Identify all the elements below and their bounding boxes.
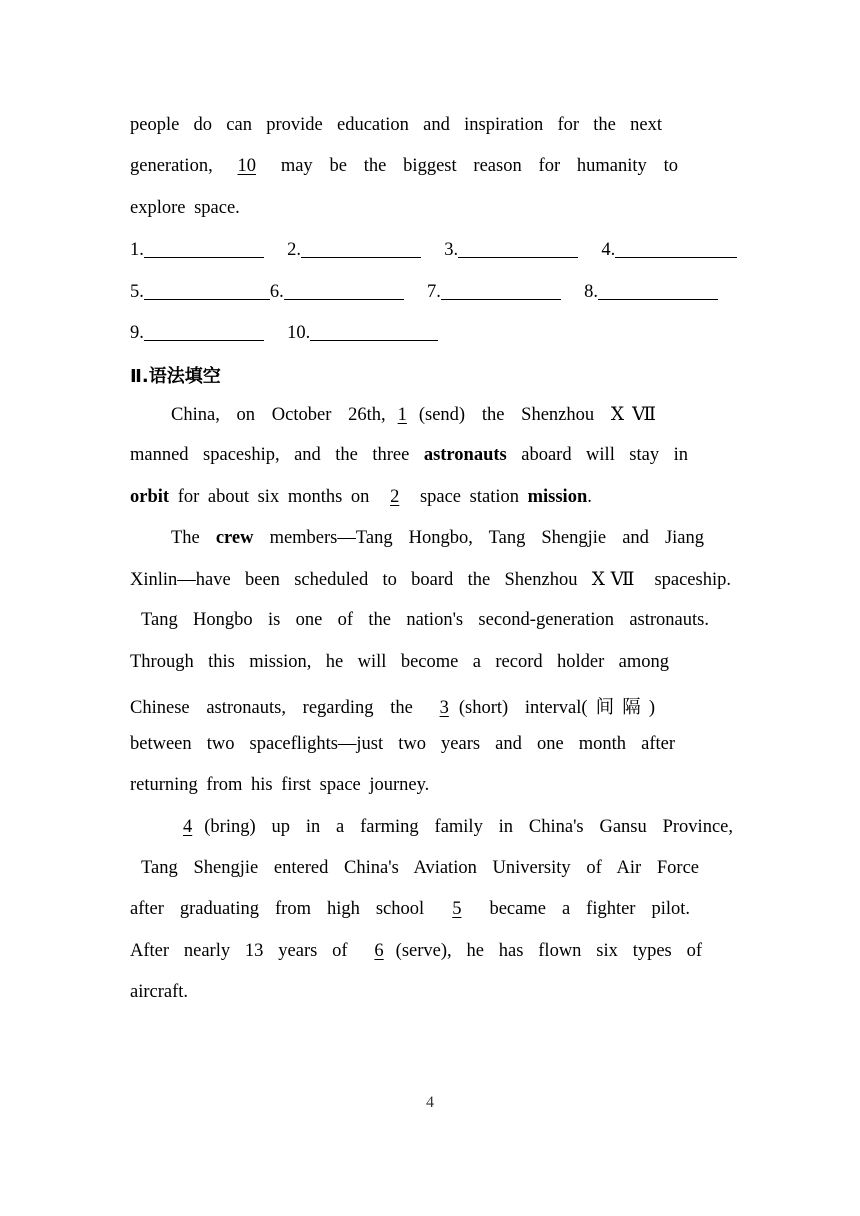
blank-6[interactable]: 6 [374, 941, 384, 961]
blank-4[interactable]: 4 [183, 817, 193, 837]
p1-line-2 [130, 445, 688, 466]
p1-text-a: China, on October 26th, [171, 405, 386, 425]
p2-c: members—Tang Hongbo, Tang Shengjie and Jiang [269, 528, 705, 548]
p2-line-6: between two spaceflights—just two years and one month after [130, 734, 675, 754]
intro-line-2-pre: generation, [130, 156, 213, 176]
answer-label-3: 3. [444, 240, 459, 260]
p3-l4b: (serve), he has flown six types of [395, 941, 703, 961]
answer-label-10: 10. [287, 323, 311, 343]
p1-text-c: (send) the Shenzhou [418, 405, 595, 425]
p2-a: The [171, 528, 200, 548]
answer-blank-9[interactable] [144, 322, 264, 341]
intro-line-2-post: may be the biggest reason for humanity to [280, 156, 678, 176]
answer-row-2 [130, 281, 718, 303]
answer-row-3 [130, 322, 438, 344]
answer-label-5: 5. [130, 282, 144, 302]
p2-l5b: (short) interval(间隔) [458, 698, 655, 718]
p1-l3b: for about six months on [177, 487, 370, 507]
blank-3[interactable]: 3 [439, 698, 449, 718]
p3-line-5: aircraft. [130, 982, 189, 1002]
section-title: Ⅱ.语法填空 [130, 366, 221, 387]
blank-2[interactable]: 2 [390, 487, 400, 507]
answer-label-4: 4. [601, 240, 616, 260]
intro-line-2 [130, 156, 678, 177]
blank-10[interactable]: 10 [237, 156, 257, 176]
p1-line-1 [171, 404, 656, 426]
p3-l1: (bring) up in a farming family in China's Gansu Province, [204, 817, 733, 837]
answer-blank-7[interactable] [441, 281, 561, 300]
blank-5[interactable]: 5 [452, 899, 462, 919]
answer-blank-5[interactable] [144, 281, 270, 300]
p2-l2: Xinlin—have been scheduled to board the Shenzhou [130, 570, 578, 590]
answer-label-6: 6. [269, 282, 284, 302]
p2-line-2 [130, 569, 731, 591]
p3-line-3 [130, 899, 690, 920]
p1-line-3 [130, 487, 592, 508]
p2-l5a: Chinese astronauts, regarding the [130, 698, 413, 718]
word-orbit: orbit [130, 487, 170, 507]
p3-l3a: after graduating from high school [130, 899, 425, 919]
answer-blank-1[interactable] [144, 239, 264, 258]
p1-l3c: space station [419, 487, 519, 507]
word-mission: mission [527, 487, 588, 507]
blank-1[interactable]: 1 [397, 405, 407, 425]
answer-blank-2[interactable] [301, 239, 421, 258]
answer-blank-3[interactable] [458, 239, 578, 258]
p2-line-7: returning from his first space journey. [130, 775, 430, 795]
intro-line-1: people do can provide education and inspiration for the next [130, 115, 662, 135]
answer-label-8: 8. [584, 282, 598, 302]
roman-numeral: ⅩⅦ [610, 405, 657, 425]
p3-l3b: became a fighter pilot. [489, 899, 691, 919]
p3-line-1 [171, 817, 733, 838]
p2-line-3: Tang Hongbo is one of the nation's second-generation astronauts. [141, 610, 709, 630]
p3-line-4 [130, 941, 702, 962]
p3-line-2: Tang Shengjie entered China's Aviation University of Air Force [141, 858, 699, 878]
answer-label-9: 9. [130, 323, 144, 343]
p2-l2b: spaceship. [654, 570, 731, 590]
p2-line-5 [130, 693, 655, 719]
answer-blank-10[interactable] [310, 322, 438, 341]
answer-blank-6[interactable] [284, 281, 404, 300]
intro-line-3: explore space. [130, 198, 240, 218]
word-astronauts: astronauts [423, 445, 507, 465]
p2-line-4: Through this mission, he will become a record holder among [130, 652, 669, 672]
p1-l2a: manned spaceship, and the three [130, 445, 410, 465]
p1-period: . [587, 487, 592, 507]
p2-line-1 [171, 528, 704, 549]
answer-label-7: 7. [427, 282, 441, 302]
roman-numeral-2: ⅩⅦ [591, 570, 641, 590]
page-number: 4 [426, 1094, 434, 1111]
answer-label-2: 2. [287, 240, 301, 260]
answer-blank-8[interactable] [598, 281, 718, 300]
answer-row-1 [130, 239, 737, 261]
p1-l2c: aboard will stay in [521, 445, 688, 465]
answer-label-1: 1. [130, 240, 144, 260]
word-crew: crew [215, 528, 254, 548]
answer-blank-4[interactable] [615, 239, 737, 258]
p3-l4a: After nearly 13 years of [130, 941, 348, 961]
